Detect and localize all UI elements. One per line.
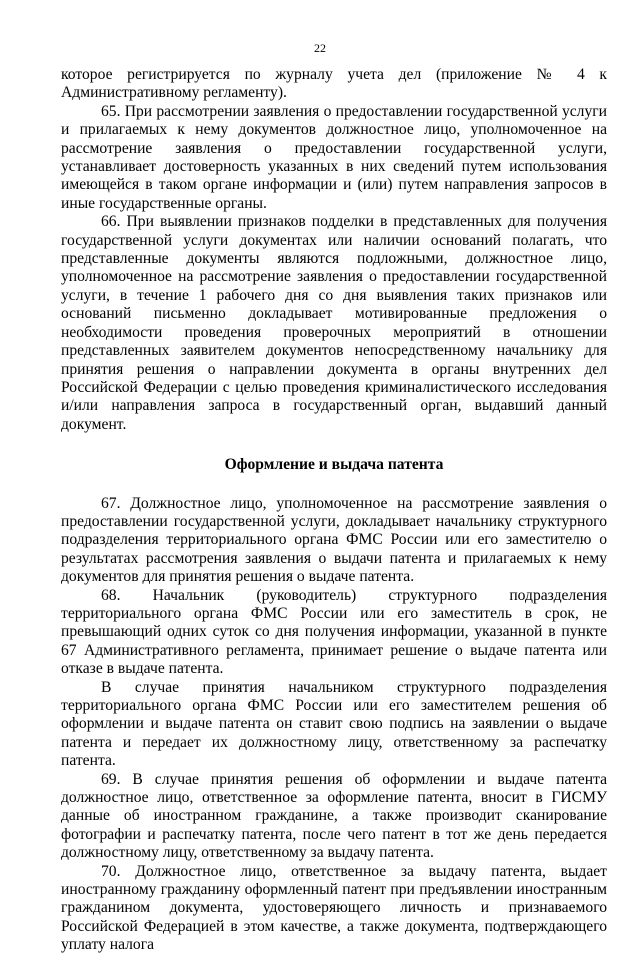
document-body (61, 66, 607, 955)
paragraph-continuation: которое регистрируется по журналу учета дел (приложение № 4 к Административному регламенту). (61, 66, 607, 102)
paragraph-69: 69. В случае принятия решения об оформлении и выдаче патента должностное лицо, ответственное за оформление патента, вносит в ГИСМУ данные об иностранном гражданине, а также производит сканирование фотографии и распечатку патента, после чего патент в тот же день передается должностному лицу, ответственному за выдачу патента. (61, 770, 607, 862)
section-heading: Оформление и выдача патента (224, 456, 444, 474)
paragraph-67: 67. Должностное лицо, уполномоченное на рассмотрение заявления о предоставлении государственной услуги, докладывает начальнику структурного подразделения территориального органа ФМС России или его заместителю о результатах рассмотрения заявления о выдачи патента и прилагаемых к нему документов для принятия решения о выдаче патента. (61, 494, 607, 586)
paragraph-66: 66. При выявлении признаков подделки в представленных для получения государственной услуги документах или наличии оснований полагать, что представленные документы являются подложными, должностное лицо, уполномоченное на рассмотрение заявления о предоставлении государственной услуги, в течение 1 рабочего дня со дня выявления таких признаков или оснований письменно докладывает мотивированные предложения о необходимости проведения проверочных мероприятий в отношении представленных заявителем документов непосредственному начальнику для принятия решения о направлении документа в органы внутренних дел Российской Федерации с целью проведения криминалистического исследования и/или направления запроса в государственный орган, выдавший данный документ. (61, 213, 607, 433)
paragraph-70: 70. Должностное лицо, ответственное за выдачу патента, выдает иностранному гражданину оформленный патент при предъявлении иностранным гражданином документа, удостоверяющего личность и признаваемого Российской Федерацией в этом качестве, а также документа, подтверждающего уплату налога (61, 862, 607, 954)
paragraph-65: 65. При рассмотрении заявления о предоставлении государственной услуги и прилагаемых к нему документов должностное лицо, уполномоченное на рассмотрение заявления о предоставлении государственной услуги, устанавливает достоверность указанных в них сведений путем использования имеющейся в таком органе информации и (или) путем направления запросов в иные государственные органы. (61, 102, 607, 212)
paragraph-68-decision: В случае принятия начальником структурного подразделения территориального органа ФМС России или его заместителем решения об оформлении и выдаче патента он ставит свою подпись на заявлении о выдаче патента и передает их должностному лицу, ответственному за распечатку патента. (61, 678, 607, 770)
page-number: 22 (314, 41, 326, 55)
paragraph-68: 68. Начальник (руководитель) структурного подразделения территориального органа ФМС России или его заместитель в срок, не превышающий одних суток со дня получения информации, указанной в пункте 67 Административного регламента, принимает решение о выдаче патента или отказе в выдаче патента. (61, 586, 607, 678)
